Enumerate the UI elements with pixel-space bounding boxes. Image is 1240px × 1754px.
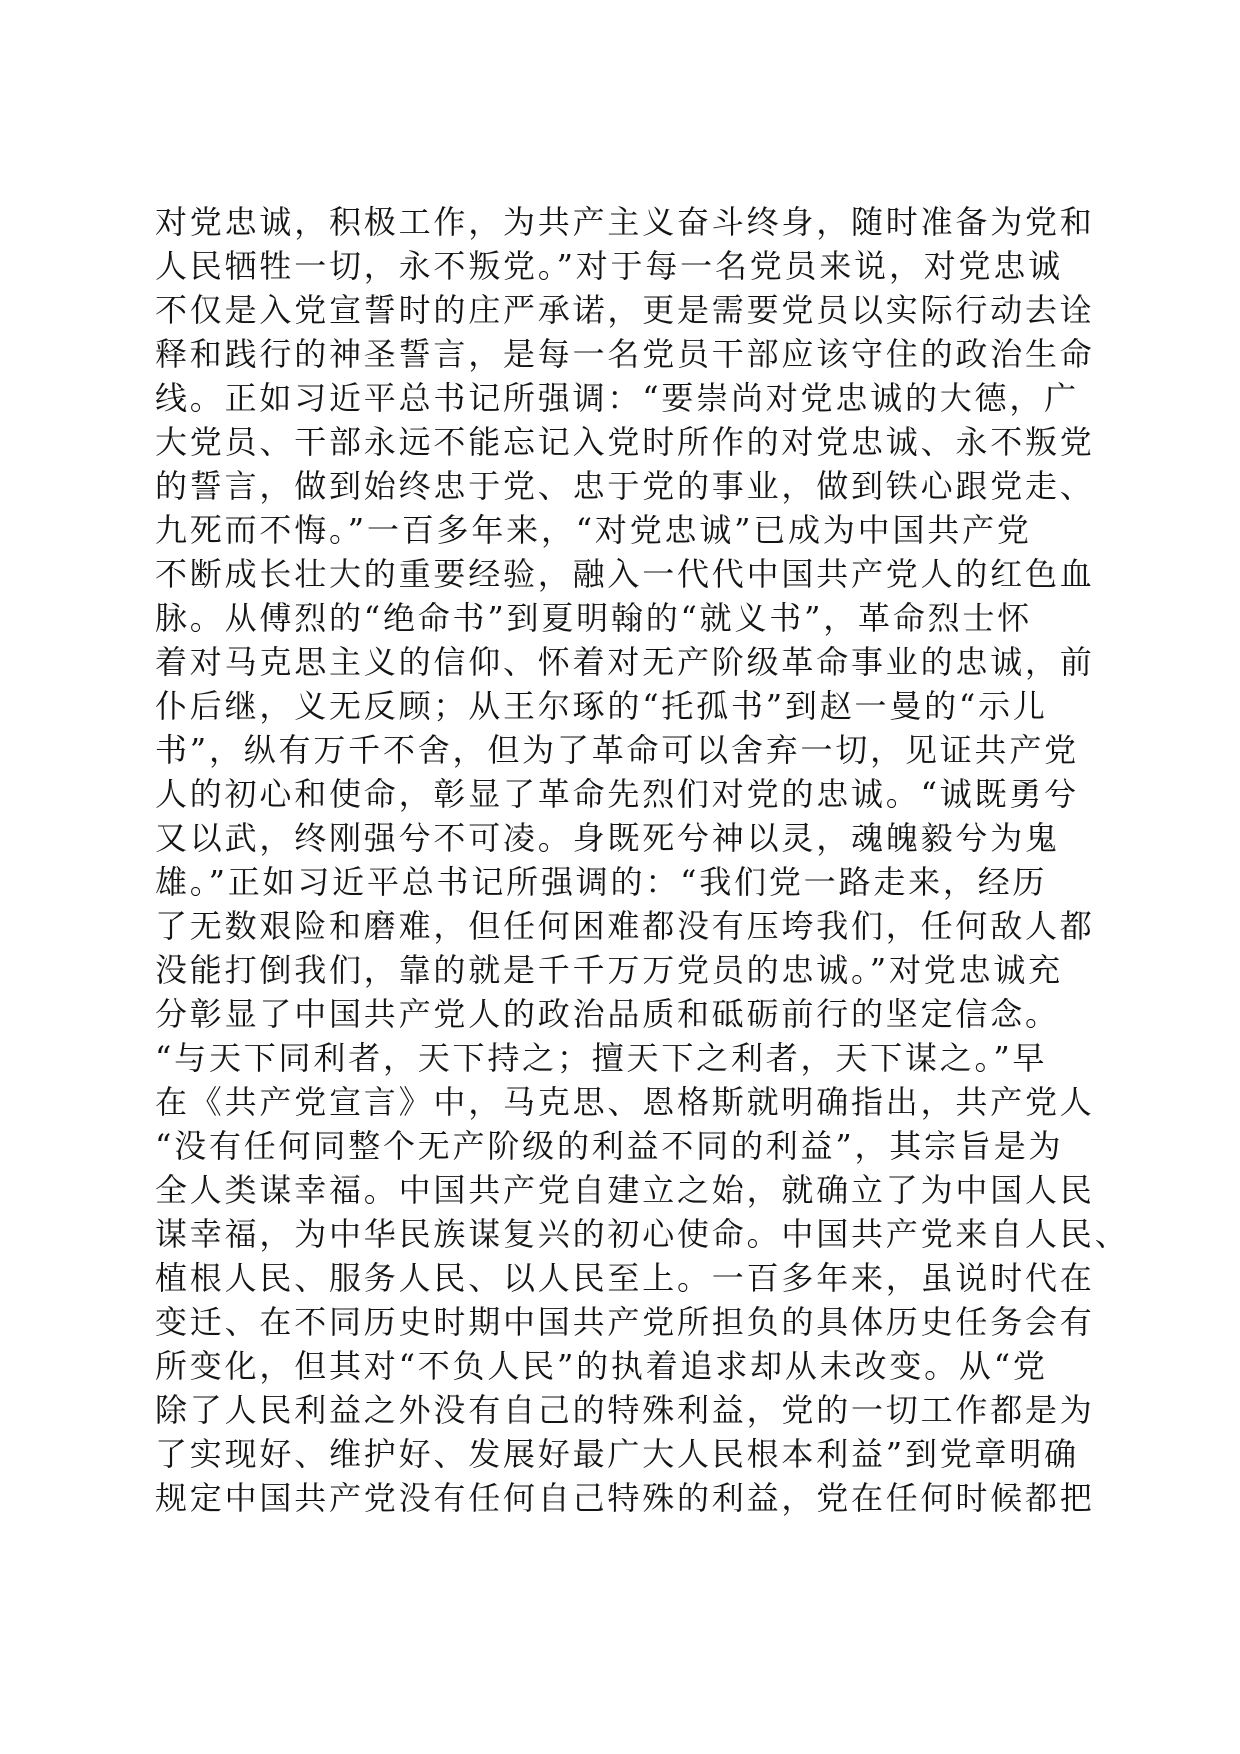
text-line: 不仅是入党宣誓时的庄严承诺，更是需要党员以实际行动去诠 (155, 291, 1095, 329)
text-line: 不断成长壮大的重要经验，融入一代代中国共产党人的红色血 (155, 555, 1095, 593)
text-line: 线。正如习近平总书记所强调：“要崇尚对党忠诚的大德，广 (155, 379, 1079, 417)
text-line: 全人类谋幸福。中国共产党自建立之始，就确立了为中国人民 (155, 1171, 1095, 1209)
text-line: 了无数艰险和磨难，但任何困难都没有压垮我们，任何敌人都 (155, 907, 1095, 945)
text-line: 九死而不悔。”一百多年来，“对党忠诚”已成为中国共产党 (155, 511, 1032, 549)
text-line: 雄。”正如习近平总书记所强调的：“我们党一路走来，经历 (155, 863, 1048, 901)
text-line: 着对马克思主义的信仰、怀着对无产阶级革命事业的忠诚，前 (155, 643, 1095, 681)
text-line: 人民牺牲一切，永不叛党。”对于每一名党员来说，对党忠诚 (155, 247, 1063, 285)
text-line: 除了人民利益之外没有自己的特殊利益，党的一切工作都是为 (155, 1391, 1095, 1429)
text-line: 对党忠诚，积极工作，为共产主义奋斗终身，随时准备为党和 (155, 203, 1095, 241)
text-line: 人的初心和使命，彰显了革命先烈们对党的忠诚。“诚既勇兮 (155, 775, 1079, 813)
text-line: 释和践行的神圣誓言，是每一名党员干部应该守住的政治生命 (155, 335, 1095, 373)
text-line: 谋幸福，为中华民族谋复兴的初心使命。中国共产党来自人民、 (155, 1215, 1130, 1253)
text-line: 的誓言，做到始终忠于党、忠于党的事业，做到铁心跟党走、 (155, 467, 1095, 505)
text-line: 又以武，终刚强兮不可凌。身既死兮神以灵，魂魄毅兮为鬼 (155, 819, 1060, 857)
text-line: 变迁、在不同历史时期中国共产党所担负的具体历史任务会有 (155, 1303, 1095, 1341)
text-line: 没能打倒我们，靠的就是千千万万党员的忠诚。”对党忠诚充 (155, 951, 1063, 989)
text-line: “与天下同利者，天下持之；擅天下之利者，天下谋之。”早 (155, 1039, 1048, 1077)
body-text (155, 200, 1130, 1520)
text-line: 了实现好、维护好、发展好最广大人民根本利益”到党章明确 (155, 1435, 1079, 1473)
text-line: 所变化，但其对“不负人民”的执着追求却从未改变。从“党 (155, 1347, 1048, 1385)
text-line: 在《共产党宣言》中，马克思、恩格斯就明确指出，共产党人 (155, 1083, 1095, 1121)
text-line: 大党员、干部永远不能忘记入党时所作的对党忠诚、永不叛党 (155, 423, 1095, 461)
text-line: 仆后继，义无反顾；从王尔琢的“托孤书”到赵一曼的“示儿 (155, 687, 1048, 725)
text-line: 植根人民、服务人民、以人民至上。一百多年来，虽说时代在 (155, 1259, 1095, 1297)
text-line: 书”，纵有万千不舍，但为了革命可以舍弃一切，见证共产党 (155, 731, 1079, 769)
text-line: 脉。从傅烈的“绝命书”到夏明翰的“就义书”，革命烈士怀 (155, 599, 1033, 637)
text-line: 规定中国共产党没有任何自己特殊的利益，党在任何时候都把 (155, 1479, 1095, 1517)
text-line: “没有任何同整个无产阶级的利益不同的利益”，其宗旨是为 (155, 1127, 1064, 1165)
text-line: 分彰显了中国共产党人的政治品质和砥砺前行的坚定信念。 (155, 995, 1060, 1033)
